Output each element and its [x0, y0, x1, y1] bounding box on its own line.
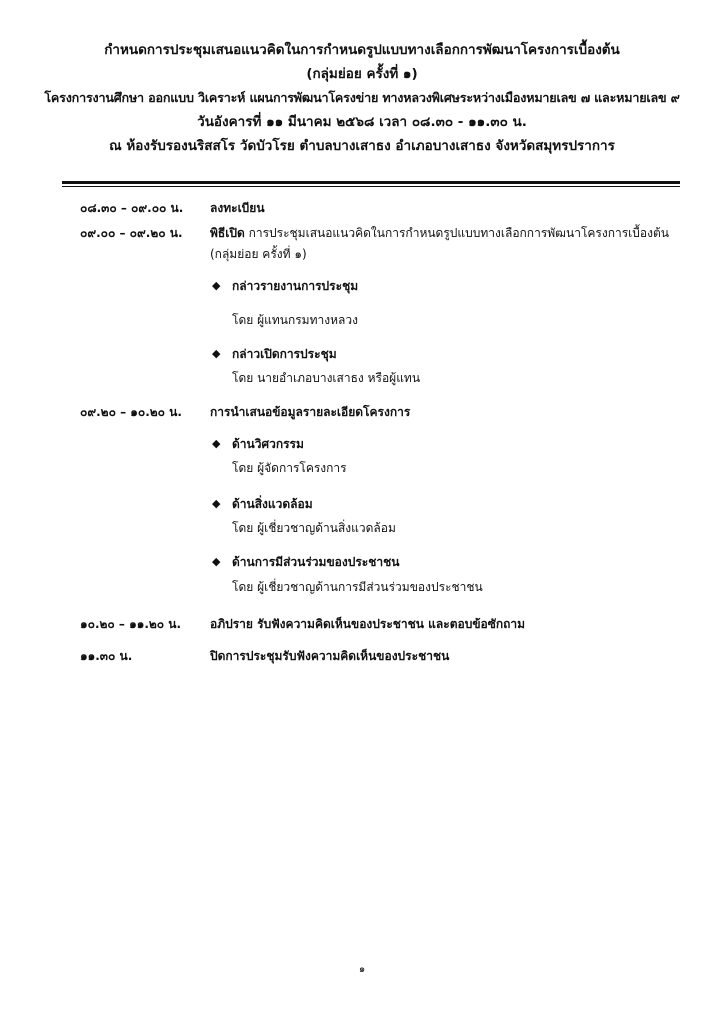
schedule-title: ปิดการประชุมรับฟังความคิดเห็นของประชาชน	[210, 649, 450, 663]
agenda-item-title: ด้านวิศวกรรม	[232, 437, 304, 451]
diamond-bullet-icon: ◆	[212, 555, 221, 568]
agenda-item-presenter: โดย นายอำเภอบางเสาธง หรือผู้แทน	[232, 371, 421, 385]
schedule-time: ๐๙.๒๐ – ๑๐.๒๐ น.	[80, 405, 182, 419]
diamond-bullet-icon: ◆	[212, 347, 221, 360]
diamond-bullet-icon: ◆	[212, 437, 221, 450]
agenda-header	[0, 38, 724, 158]
schedule-title: อภิปราย รับฟังความคิดเห็นของประชาชน และตอบข้อซักถาม	[210, 617, 526, 631]
meeting-datetime: วันอังคารที่ ๑๑ มีนาคม ๒๕๖๘ เวลา ๐๘.๓๐ - ๑๑.๓๐ น.	[197, 114, 527, 130]
agenda-item-presenter: โดย ผู้เชี่ยวชาญด้านสิ่งแวดล้อม	[232, 521, 396, 535]
agenda-item-presenter: โดย ผู้จัดการโครงการ	[232, 461, 347, 475]
agenda-title: กำหนดการประชุมเสนอแนวคิดในการกำหนดรูปแบบทางเลือกการพัฒนาโครงการเบื้องต้น	[104, 42, 620, 58]
schedule-title-continued: (กลุ่มย่อย ครั้งที่ ๑)	[210, 247, 307, 261]
page-number: ๑	[358, 964, 366, 975]
schedule-title	[210, 223, 669, 243]
schedule-time: ๑๑.๓๐ น.	[80, 649, 133, 663]
meeting-venue: ณ ห้องรับรองนริสสโร วัดบัวโรย ตำบลบางเสาธง อำเภอบางเสาธง จังหวัดสมุทรปราการ	[109, 138, 615, 154]
agenda-item-title: ด้านสิ่งแวดล้อม	[232, 497, 313, 511]
opening-ceremony-label: พิธีเปิด	[210, 226, 245, 240]
schedule-time: ๑๐.๒๐ – ๑๑.๒๐ น.	[80, 617, 182, 631]
schedule-time: ๐๘.๓๐ – ๐๙.๐๐ น.	[80, 201, 184, 215]
agenda-item-title: ด้านการมีส่วนร่วมของประชาชน	[232, 555, 400, 569]
schedule-title: ลงทะเบียน	[210, 201, 265, 215]
opening-ceremony-desc: การประชุมเสนอแนวคิดในการกำหนดรูปแบบทางเลือกการพัฒนาโครงการเบื้องต้น	[248, 226, 669, 240]
agenda-subtitle: (กลุ่มย่อย ครั้งที่ ๑)	[306, 66, 418, 82]
header-divider	[62, 181, 680, 188]
agenda-item-presenter: โดย ผู้เชี่ยวชาญด้านการมีส่วนร่วมของประชาชน	[232, 580, 483, 594]
project-name: โครงการงานศึกษา ออกแบบ วิเคราะห์ แผนการพัฒนาโครงข่าย ทางหลวงพิเศษระหว่างเมืองหมายเลข ๗ และหมายเลข ๙	[44, 90, 680, 105]
schedule-title: การนำเสนอข้อมูลรายละเอียดโครงการ	[210, 405, 411, 419]
agenda-item-title: กล่าวรายงานการประชุม	[232, 279, 359, 293]
agenda-item-presenter: โดย ผู้แทนกรมทางหลวง	[232, 313, 358, 327]
schedule-time: ๐๙.๐๐ – ๐๙.๒๐ น.	[80, 226, 183, 240]
diamond-bullet-icon: ◆	[212, 279, 221, 292]
diamond-bullet-icon: ◆	[212, 497, 221, 510]
agenda-item-title: กล่าวเปิดการประชุม	[232, 347, 337, 361]
